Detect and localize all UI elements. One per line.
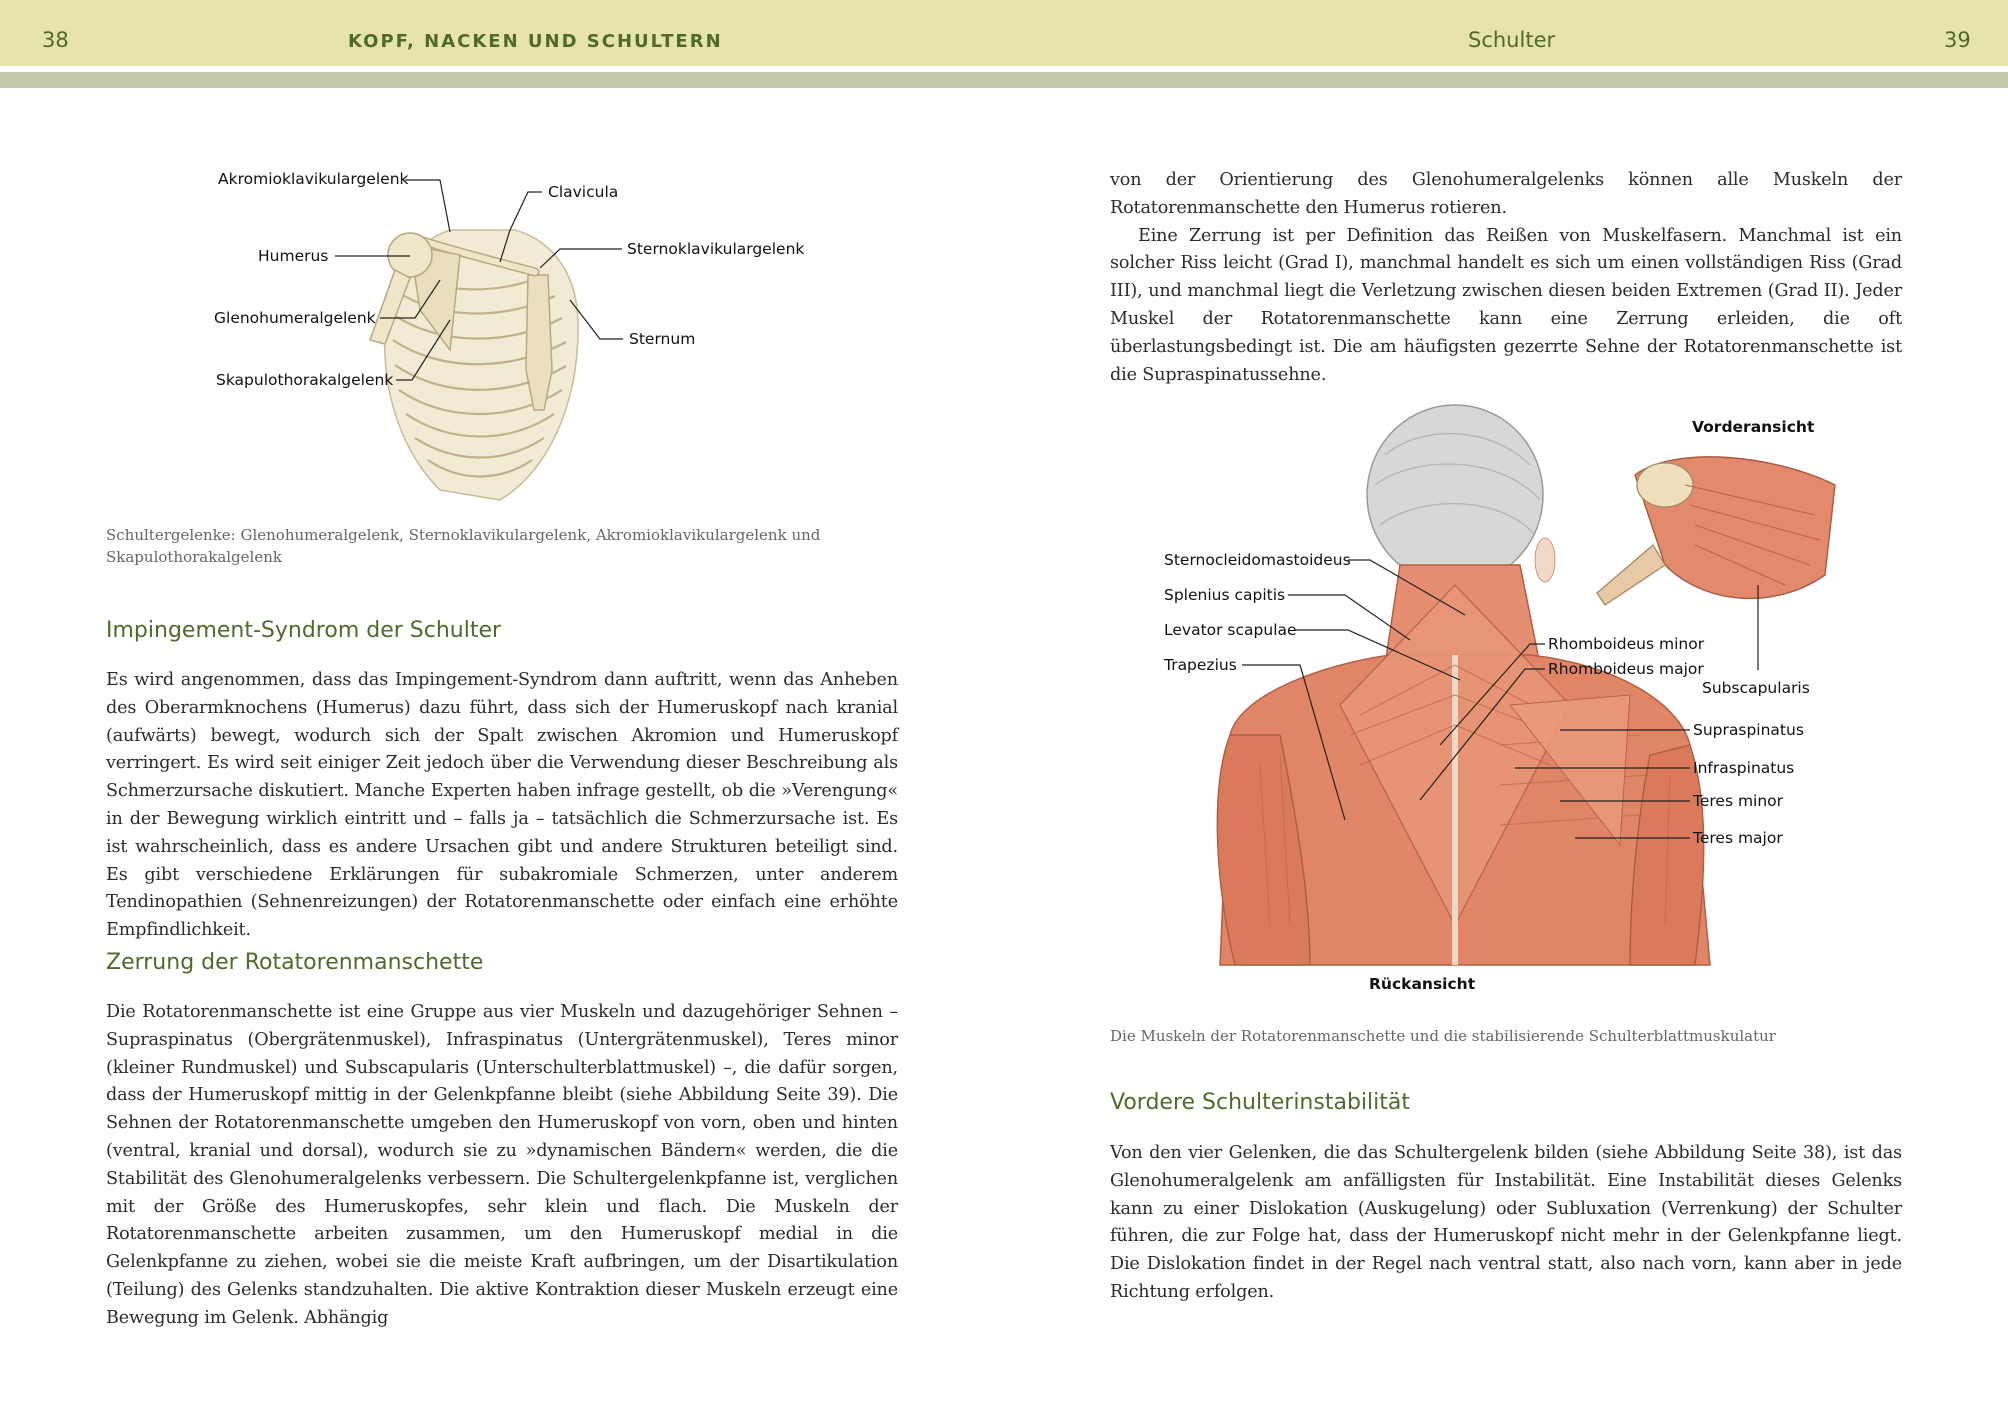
- label-teres-minor: Teres minor: [1693, 792, 1784, 810]
- figure2-caption: Die Muskeln der Rotatorenmanschette und die stabilisierende Schulterblattmuskulatur: [1110, 1027, 1776, 1045]
- label-skapulothorakalgelenk: Skapulothorakalgelenk: [216, 371, 394, 389]
- label-sternum: Sternum: [629, 330, 696, 348]
- label-sternoklavikulargelenk: Sternoklavikulargelenk: [627, 240, 805, 258]
- chapter-title: KOPF, NACKEN UND SCHULTERN: [348, 31, 723, 52]
- label-rhomboideus-major: Rhomboideus major: [1548, 660, 1704, 678]
- label-akromioklavikulargelenk: Akromioklavikulargelenk: [218, 170, 409, 188]
- page-number-left: 38: [42, 28, 69, 52]
- heading-instabilitaet: Vordere Schulterinstabilität: [1110, 1090, 1410, 1115]
- label-splenius-capitis: Splenius capitis: [1164, 586, 1286, 604]
- page-number-right: 39: [1944, 28, 1971, 52]
- paragraph-continuation: von der Orientierung des Glenohumeralgelenks können alle Muskeln der Rotatorenmanschette den Humerus rotieren. Eine Zerrung ist per Definition das Reißen von Muskelfasern. Manchmal ist ein solcher Riss leicht (Grad I), manchmal handelt es sich um einen vollständigen Riss (Grad III), und manchmal liegt die Verletzung zwischen diesen beiden Extremen (Grad II). Jeder Muskel der Rotatorenmanschette kann eine Zerrung erleiden, die oft überlastungsbedingt ist. Die am häufigsten gezerrte Sehne der Rotatorenmanschette ist die Supraspinatussehne.: [1110, 170, 1902, 385]
- paragraph-instabilitaet: Von den vier Gelenken, die das Schultergelenk bilden (siehe Abbildung Seite 38), ist das Glenohumeralgelenk am anfälligsten für Instabilität. Eine Instabilität dieses Gelenks kann zu einer Dislokation (Auskugelung) oder Subluxation (Verrenkung) der Schulter führen, die zur Folge hat, dass der Humeruskopf nicht mehr in der Gelenkpfanne liegt. Die Dislokation findet in der Regel nach ventral statt, also nach vorn, kann aber in jede Richtung erfolgen.: [1110, 1143, 1902, 1302]
- label-trapezius: Trapezius: [1164, 656, 1237, 674]
- paragraph-impingement: Es wird angenommen, dass das Impingement-Syndrom dann auftritt, wenn das Anheben des Oberarmknochens (Humerus) dazu führt, dass sich der Humeruskopf nach kranial (aufwärts) bewegt, wodurch sich der Spalt zwischen Akromion und Humeruskopf verringert. Es wird seit einiger Zeit jedoch über die Verwendung dieser Beschreibung als Schmerzursache diskutiert. Manche Experten haben infrage gestellt, ob die »Verengung« in der Bewegung wirklich eintritt und – falls ja – tatsächlich die Schmerzursache ist. Es ist wahrscheinlich, dass es andere Ursachen gibt und andere Strukturen beteiligt sind. Es gibt verschiedene Erklärungen für subakromiale Schmerzen, unter anderem Tendinopathien (Sehnenreizungen) der Rotatorenmanschette oder einfach eine erhöhte Empfindlichkeit.: [106, 670, 898, 941]
- label-levator-scapulae: Levator scapulae: [1164, 621, 1297, 639]
- label-rhomboideus-minor: Rhomboideus minor: [1548, 635, 1705, 653]
- label-vorderansicht: Vorderansicht: [1692, 418, 1815, 436]
- label-humerus: Humerus: [258, 247, 329, 265]
- paragraph-zerrung: Die Rotatorenmanschette ist eine Gruppe aus vier Muskeln und dazugehöriger Sehnen – Supraspinatus (Obergrätenmuskel), Infraspinatus (Untergrätenmuskel), Teres minor (kleiner Rundmuskel) und Subscapularis (Unterschulterblattmuskel) –, die dafür sorgen, dass der Humeruskopf mittig in der Gelenkpfanne bleibt (siehe Abbildung Seite 39). Die Sehnen der Rotatorenmanschette umgeben den Humeruskopf von vorn, oben und hinten (ventral, kranial und dorsal), wodurch sie zu »dynamischen Bändern« werden, die die Stabilität des Glenohumeralgelenks verbessern. Die Schultergelenkpfanne ist, verglichen mit der Größe des Humeruskopfes, sehr klein und flach. Die Muskeln der Rotatorenmanschette arbeiten zusammen, um den Humeruskopf medial in die Gelenkpfanne zu ziehen, wobei sie die meiste Kraft aufbringen, um der Disartikulation (Teilung) des Gelenks standzuhalten. Die aktive Kontraktion dieser Muskeln erzeugt eine Bewegung im Gelenk. Abhängig: [106, 1002, 898, 1328]
- label-infraspinatus: Infraspinatus: [1693, 759, 1795, 777]
- label-subscapularis: Subscapularis: [1702, 679, 1810, 697]
- heading-impingement: Impingement-Syndrom der Schulter: [106, 618, 502, 643]
- section-title: Schulter: [1468, 28, 1556, 52]
- label-sternocleidomastoideus: Sternocleidomastoideus: [1164, 551, 1351, 569]
- label-glenohumeralgelenk: Glenohumeralgelenk: [214, 309, 376, 327]
- label-teres-major: Teres major: [1693, 829, 1783, 847]
- heading-zerrung: Zerrung der Rotatorenmanschette: [106, 950, 484, 975]
- label-rueckansicht: Rückansicht: [1369, 975, 1476, 993]
- label-supraspinatus: Supraspinatus: [1693, 721, 1804, 739]
- label-clavicula: Clavicula: [548, 183, 619, 201]
- figure1-caption: Schultergelenke: Glenohumeralgelenk, Sternoklavikulargelenk, Akromioklavikulargelenk und Skapulothorakalgelenk: [106, 526, 821, 566]
